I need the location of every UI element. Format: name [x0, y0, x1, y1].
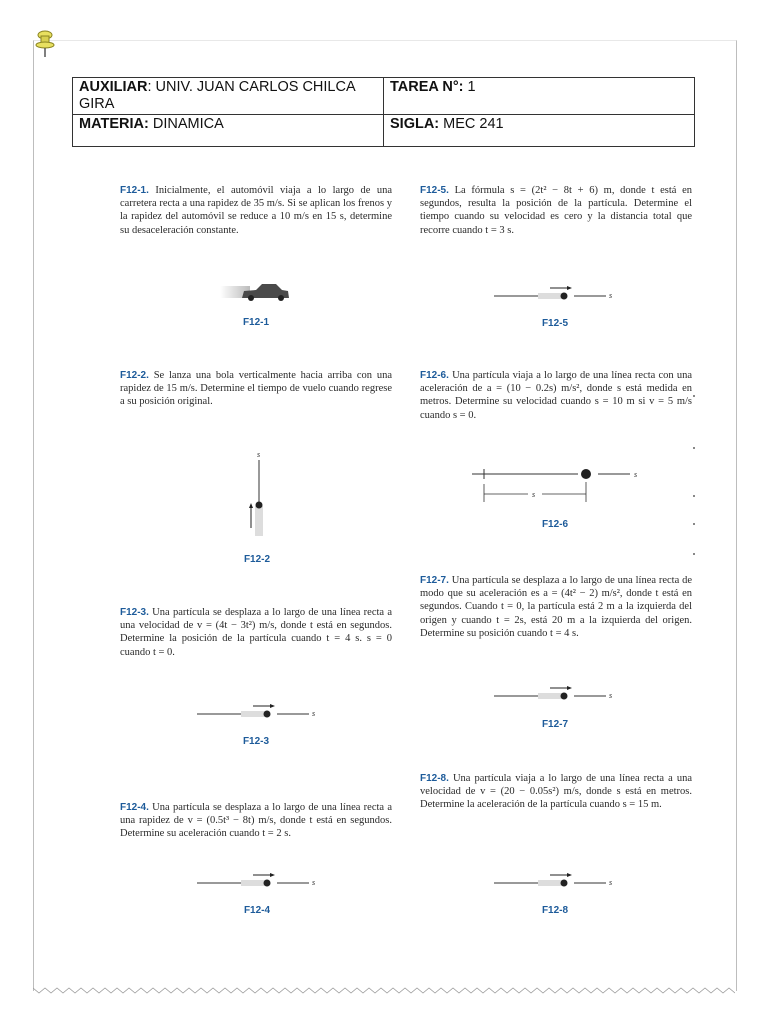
problem-number: F12-7. [420, 575, 449, 586]
particle-line-figure-f12-7 [492, 685, 622, 705]
sigla-label: SIGLA: [390, 116, 440, 132]
particle-line-figure-f12-4 [195, 872, 325, 892]
problem-f12-1 [120, 184, 392, 237]
problem-text: Una partícula viaja a lo largo de una línea recta a una velocidad de v = (20 − 0.05s²) m/s, donde s está en metros. Determine la aceleración de la partícula cuando s = 15 m. [420, 773, 692, 811]
edge-mark [693, 447, 695, 449]
particle-distance-figure-f12-6 [470, 462, 645, 504]
problem-text: Inicialmente, el automóvil viaja a lo largo de una carretera recta a una rapidez de 35 m/s. Si se aplican los frenos y la rapidez del automóvil se reduce a 10 m/s en 15 s, determine su desaceleración constante. [120, 185, 392, 236]
problem-text: Se lanza una bola verticalmente hacia arriba con una rapidez de 15 m/s. Determine el tiempo de vuelo cuando regrese a su posición original. [120, 370, 392, 408]
sigla-value: MEC 241 [439, 116, 504, 132]
materia-value: DINAMICA [148, 116, 224, 132]
sigla-cell [384, 115, 695, 147]
materia-cell [73, 115, 384, 147]
tarea-value: 1 [463, 79, 476, 95]
caption-f12-3: F12-3 [242, 736, 270, 747]
car-figure [218, 280, 292, 302]
problem-f12-4 [120, 801, 392, 841]
header-table [72, 77, 695, 147]
problem-text: Una partícula se desplaza a lo largo de una línea recta a una rapidez de v = (0.5t³ − 8t) m/s, donde t está en segundos. Determine su aceleración cuando t = 2 s. [120, 802, 392, 840]
s-label: s [609, 691, 613, 700]
caption-f12-7: F12-7 [541, 719, 569, 730]
problem-text: Una partícula se desplaza a lo largo de una línea recta de modo que su aceleración es a = (4t² − 2) m/s², donde t está en segundos. Cuando t = 0, la partícula está 2 m a la izquierda del origen y cuando t = 2s, está 20 m a la izquierda del origen. Determine su posición cuando t = 4 s. [420, 575, 692, 639]
problem-number: F12-2. [120, 370, 149, 381]
problem-f12-6 [420, 369, 692, 422]
particle-line-figure-f12-3 [195, 703, 325, 723]
edge-mark [693, 553, 695, 555]
auxiliar-cell [73, 78, 384, 115]
edge-mark [693, 523, 695, 525]
s-label: s [312, 709, 316, 718]
page-break-zigzag [33, 984, 735, 996]
auxiliar-label: AUXILIAR [79, 79, 148, 95]
caption-f12-5: F12-5 [541, 318, 569, 329]
caption-f12-8: F12-8 [541, 905, 569, 916]
problem-text: La fórmula s = (2t² − 8t + 6) m, donde t está en segundos, resulta la posición de la partícula. Determine el tiempo cuando su velocidad es cero y la distancia total que recorre cuando t = 3 s. [420, 185, 692, 236]
s-label: s [532, 490, 536, 499]
problem-f12-7 [420, 574, 692, 640]
caption-f12-6: F12-6 [541, 519, 569, 530]
problem-number: F12-3. [120, 607, 149, 618]
tarea-cell [384, 78, 695, 115]
problem-f12-2 [120, 369, 392, 409]
problem-number: F12-8. [420, 773, 449, 784]
edge-mark [693, 395, 695, 397]
edge-mark [693, 495, 695, 497]
problem-text: Una partícula viaja a lo largo de una línea recta con una aceleración de a = (10 − 0.2s) m/s², donde s está medida en metros. Determine su velocidad cuando s = 10 m si v = 5 m/s cuando s = 0. [420, 370, 692, 421]
particle-line-figure-f12-5 [492, 285, 622, 305]
problem-f12-5 [420, 184, 692, 237]
s-label: s [609, 878, 613, 887]
problem-f12-3 [120, 606, 392, 659]
problem-number: F12-4. [120, 802, 149, 813]
caption-f12-2: F12-2 [243, 554, 271, 565]
vertical-ball-figure [246, 448, 270, 540]
materia-label: MATERIA: [79, 116, 149, 132]
caption-f12-4: F12-4 [243, 905, 271, 916]
page-frame [33, 40, 737, 991]
problem-number: F12-1. [120, 185, 149, 196]
problem-text: Una partícula se desplaza a lo largo de una línea recta a una velocidad de v = (4t − 3t²) m/s, donde t está en segundos. Determine la posición de la partícula cuando t = 4 s. s = 0 cuando t = 0. [120, 607, 392, 658]
auxiliar-value: : UNIV. JUAN CARLOS CHILCA GIRA [79, 79, 355, 112]
problem-f12-8 [420, 772, 692, 812]
tarea-label: TAREA N°: [390, 79, 464, 95]
pushpin-icon[interactable] [34, 30, 56, 58]
caption-f12-1: F12-1 [242, 317, 270, 328]
problem-number: F12-5. [420, 185, 449, 196]
s-label: s [312, 878, 316, 887]
s-label: s [634, 470, 638, 479]
s-label: s [609, 291, 613, 300]
s-label: s [257, 450, 261, 459]
particle-line-figure-f12-8 [492, 872, 622, 892]
problem-number: F12-6. [420, 370, 449, 381]
